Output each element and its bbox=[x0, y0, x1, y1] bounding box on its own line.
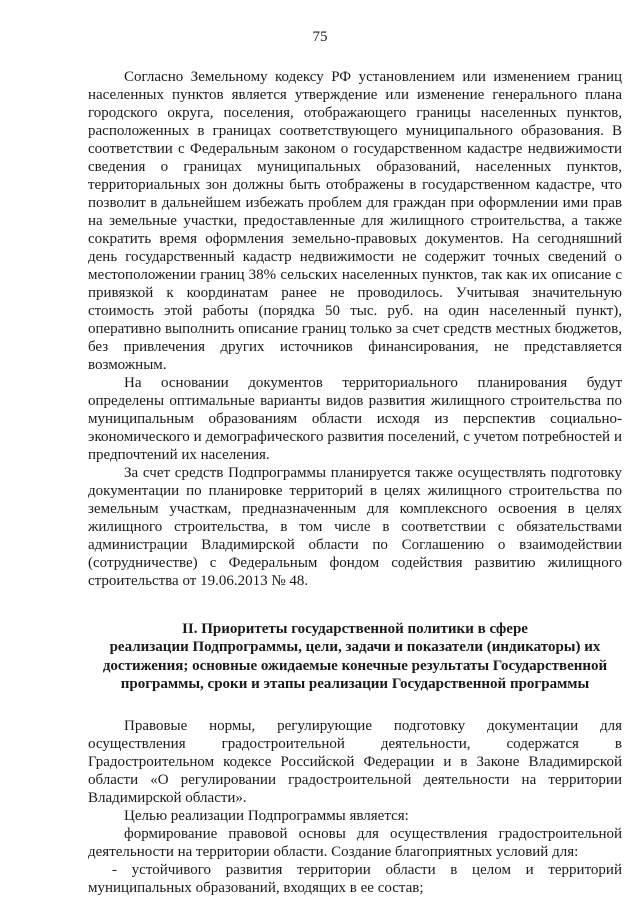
paragraph-legal-basis: формирование правовой основы для осуществления градостроительной деятельности на территории области. Создание благоприятных условий для: bbox=[88, 826, 622, 861]
paragraph-legal-norms: Правовые нормы, регулирующие подготовку документации для осуществления градостроительной деятельности, содержатся в Градостроительном кодексе Российской Федерации и в Законе Владимирской области «О регулировании градостроительной деятельности на территории Владимирской области». bbox=[88, 718, 622, 807]
page-number: 75 bbox=[312, 29, 328, 45]
document-body bbox=[88, 68, 622, 897]
paragraph-cadastre: Согласно Земельному кодексу РФ установлением или изменением границ населенных пунктов является утверждение или изменение генерального плана городского округа, поселения, отображающего границы населенных пунктов, расположенных в границах соответствующего муниципального образования. В соответствии с Федеральным законом о государственном кадастре недвижимости сведения о границах муниципальных образований, населенных пунктов, территориальных зон должны быть отображены в государственном кадастре, что позволит в дальнейшем избежать проблем для граждан при оформлении ими прав на земельные участки, предоставленные для жилищного строительства, а также сократить время оформления земельно-правовых документов. На сегодняшний день государственный кадастр недвижимости не содержит точных сведений о местоположении границ 38% сельских населенных пунктов, так как их описание с привязкой к координатам ранее не проводилось. Учитывая значительную стоимость этой работы (порядка 50 тыс. руб. на один населенный пункт), оперативно выполнить описание границ только за счет средств местных бюджетов, без привлечения других источников финансирования, не представляется возможным. bbox=[88, 69, 622, 373]
section-heading-line1: II. Приоритеты государственной политики в сфере bbox=[182, 621, 528, 637]
paragraph-goal: Целью реализации Подпрограммы является: bbox=[124, 808, 409, 825]
paragraph-territorial-planning: На основании документов территориального планирования будут определены оптимальные варианты видов развития жилищного строительства по муниципальным образованиям области исходя из перспектив социально-экономического и демографического развития поселений, с учетом потребностей и предпочтений их населения. bbox=[88, 375, 622, 463]
paragraph-subprogram-funding: За счет средств Подпрограммы планируется также осуществлять подготовку документации по планировке территорий в целях жилищного строительства по земельным участкам, предназначенным для комплексного освоения в целях жилищного строительства, в том числе в соответствии с обязательствами администрации Владимирской области по Соглашению о взаимодействии (сотрудничестве) с Федеральным фондом содействия развитию жилищного строительства от 19.06.2013 № 48. bbox=[88, 465, 622, 589]
list-item: - устойчивого развития территории области в целом и территорий муниципальных образований, входящих в ее состав; bbox=[88, 862, 622, 897]
section-heading bbox=[88, 620, 622, 693]
section-heading-line2: реализации Подпрограммы, цели, задачи и показатели (индикаторы) их достижения; основные ожидаемые конечные результаты Государственной программы, сроки и этапы реализации Государственной программы bbox=[102, 639, 608, 692]
